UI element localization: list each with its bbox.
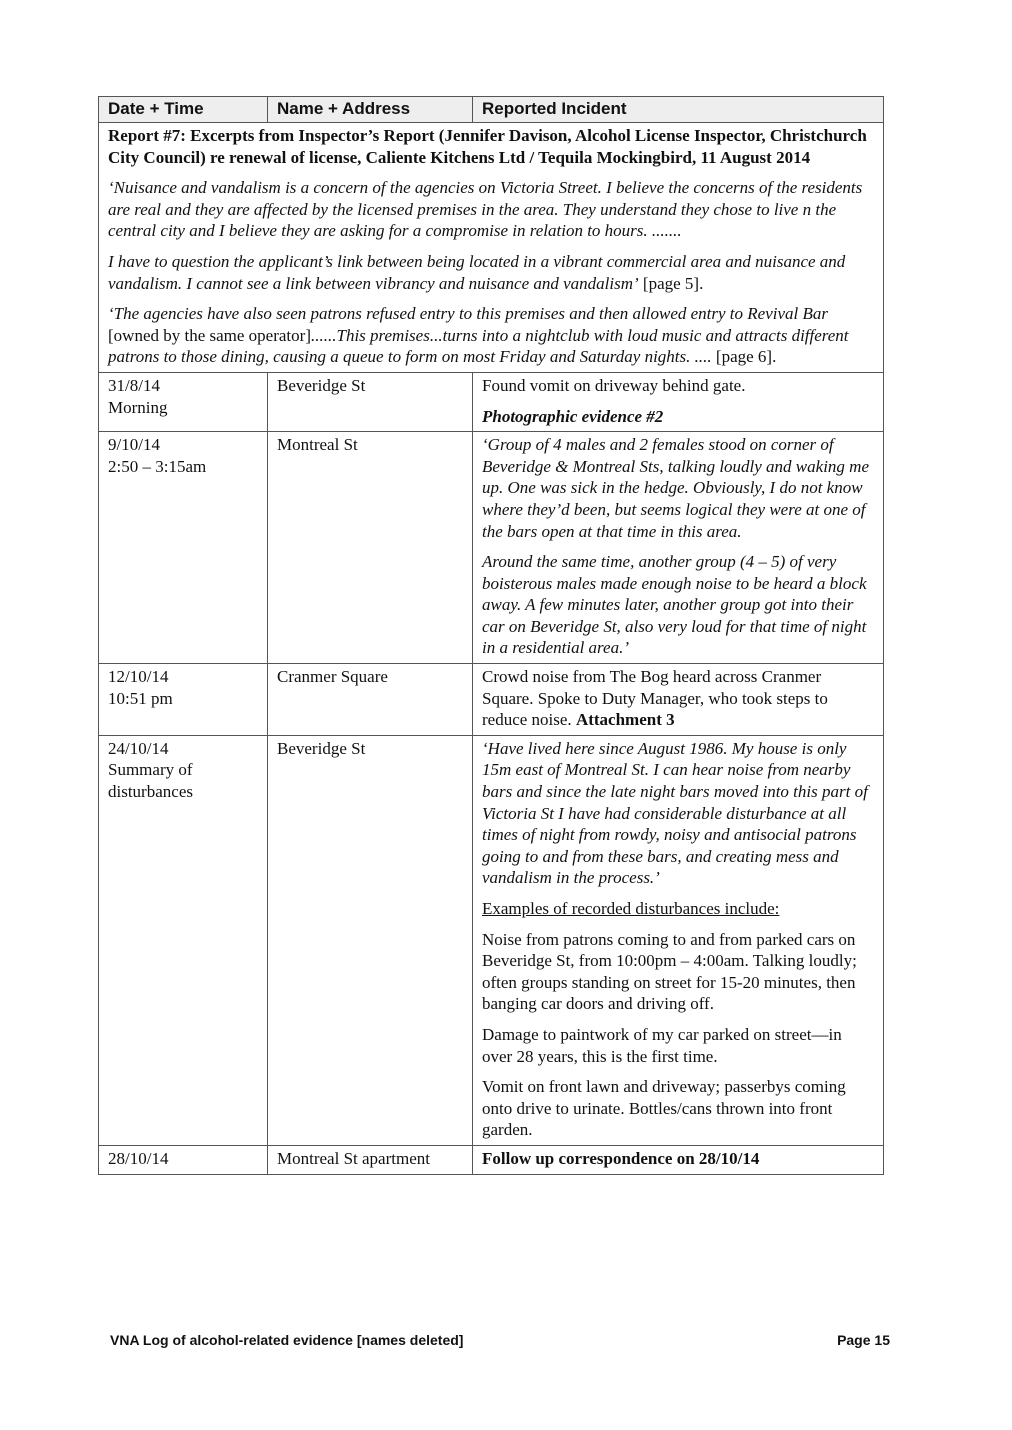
date-cell xyxy=(99,664,268,736)
address-cell: Montreal St xyxy=(268,432,473,664)
incident-quote-1: ‘Group of 4 males and 2 females stood on corner of Beveridge & Montreal Sts, talking loudly and waking me up. One was sick in the hedge. Obviously, I do not know where they’d been, but seems logical they were at one of the bars open at that time in this area. xyxy=(482,435,869,541)
report-paragraph-3-ref: [page 6]. xyxy=(711,347,777,367)
page-number: Page 15 xyxy=(837,1332,890,1348)
date: 12/10/14 xyxy=(108,667,169,687)
table-header-row xyxy=(99,97,884,123)
date: 28/10/14 xyxy=(108,1148,169,1168)
incident-quote-2: Around the same time, another group (4 – 5) of very boisterous males made enough noise to be heard a block away. A few minutes later, another group got into their car on Beveridge St, also very loud for that time of night in a residential area.’ xyxy=(482,552,867,658)
table-row xyxy=(99,1145,884,1174)
example-1: Noise from patrons coming to and from parked cars on Beveridge St, from 10:00pm – 4:00am. Talking loudly; often groups standing on street for 15-20 minutes, then banging car doors and driving off. xyxy=(482,929,857,1014)
header-name-address: Name + Address xyxy=(268,97,473,123)
incident-cell xyxy=(473,664,884,736)
time: Morning xyxy=(108,397,168,417)
date: 9/10/14 xyxy=(108,435,160,455)
evidence-log-table xyxy=(98,96,884,1175)
time-line-2: disturbances xyxy=(108,782,193,802)
report-paragraph-3-note: [owned by the same operator] xyxy=(108,325,311,345)
example-2: Damage to paintwork of my car parked on street—in over 28 years, this is the first time. xyxy=(482,1024,842,1066)
time-line-1: Summary of xyxy=(108,760,193,780)
date: 24/10/14 xyxy=(108,738,169,758)
report-paragraph-3-quote-a: ‘The agencies have also seen patrons refused entry to this premises and then allowed entry to Revival Bar xyxy=(108,304,829,324)
examples-heading: Examples of recorded disturbances include: xyxy=(482,899,780,918)
address-cell: Montreal St apartment xyxy=(268,1145,473,1174)
table-row xyxy=(99,372,884,431)
incident-text: Crowd noise from The Bog heard across Cranmer Square. Spoke to Duty Manager, who took steps to reduce noise. xyxy=(482,667,828,730)
incident-cell xyxy=(473,432,884,664)
incident-evidence: Photographic evidence #2 xyxy=(482,406,664,426)
footer-title: VNA Log of alcohol-related evidence [names deleted] xyxy=(110,1332,464,1348)
incident-cell xyxy=(473,735,884,1145)
report-row xyxy=(99,123,884,373)
table-row xyxy=(99,735,884,1145)
address-cell: Cranmer Square xyxy=(268,664,473,736)
table-row xyxy=(99,664,884,736)
date-cell xyxy=(99,735,268,1145)
report-paragraph-3-quote-b: ......This premises...turns into a nightclub with loud music and attracts different patrons to those dining, causing a queue to form on most Friday and Saturday nights. .... xyxy=(108,325,849,367)
date-cell xyxy=(99,372,268,431)
incident-cell: Follow up correspondence on 28/10/14 xyxy=(473,1145,884,1174)
example-3: Vomit on front lawn and driveway; passerbys coming onto drive to urinate. Bottles/cans thrown into front garden. xyxy=(482,1077,846,1140)
report-cell xyxy=(99,123,884,373)
address-cell: Beveridge St xyxy=(268,372,473,431)
date-cell xyxy=(99,1145,268,1174)
report-paragraph-2-quote: I have to question the applicant’s link between being located in a vibrant commercial area and nuisance and vandalism. I cannot see a link between vibrancy and nuisance and vandalism’ xyxy=(108,251,846,293)
report-paragraph-1: ‘Nuisance and vandalism is a concern of the agencies on Victoria Street. I believe the concerns of the residents are real and they are affected by the licensed premises in the area. They understand they chose to live n the central city and I believe they are asking for a compromise in relation to hours. ....... xyxy=(108,178,863,241)
incident-text: Found vomit on driveway behind gate. xyxy=(482,375,746,395)
address-cell: Beveridge St xyxy=(268,735,473,1145)
date-cell xyxy=(99,432,268,664)
report-paragraph-3 xyxy=(108,303,874,368)
header-reported-incident: Reported Incident xyxy=(473,97,884,123)
report-paragraph-2-ref: [page 5]. xyxy=(638,273,704,293)
incident-quote: ‘Have lived here since August 1986. My house is only 15m east of Montreal St. I can hear noise from nearby bars and since the late night bars moved into this part of Victoria St I have had considerable disturbance at all times of night from rowdy, noisy and antisocial patrons going to and from these bars, and creating mess and vandalism in the process.’ xyxy=(482,738,868,888)
time: 2:50 – 3:15am xyxy=(108,456,207,476)
date: 31/8/14 xyxy=(108,375,160,395)
time: 10:51 pm xyxy=(108,688,173,708)
report-paragraph-2 xyxy=(108,251,874,294)
report-title: Report #7: Excerpts from Inspector’s Report (Jennifer Davison, Alcohol License Inspector, Christchurch City Council) re renewal of license, Caliente Kitchens Ltd / Tequila Mockingbird, 11 August 2014 xyxy=(108,126,867,167)
header-date-time: Date + Time xyxy=(99,97,268,123)
table-row xyxy=(99,432,884,664)
incident-attachment: Attachment 3 xyxy=(575,710,675,730)
incident-cell xyxy=(473,372,884,431)
